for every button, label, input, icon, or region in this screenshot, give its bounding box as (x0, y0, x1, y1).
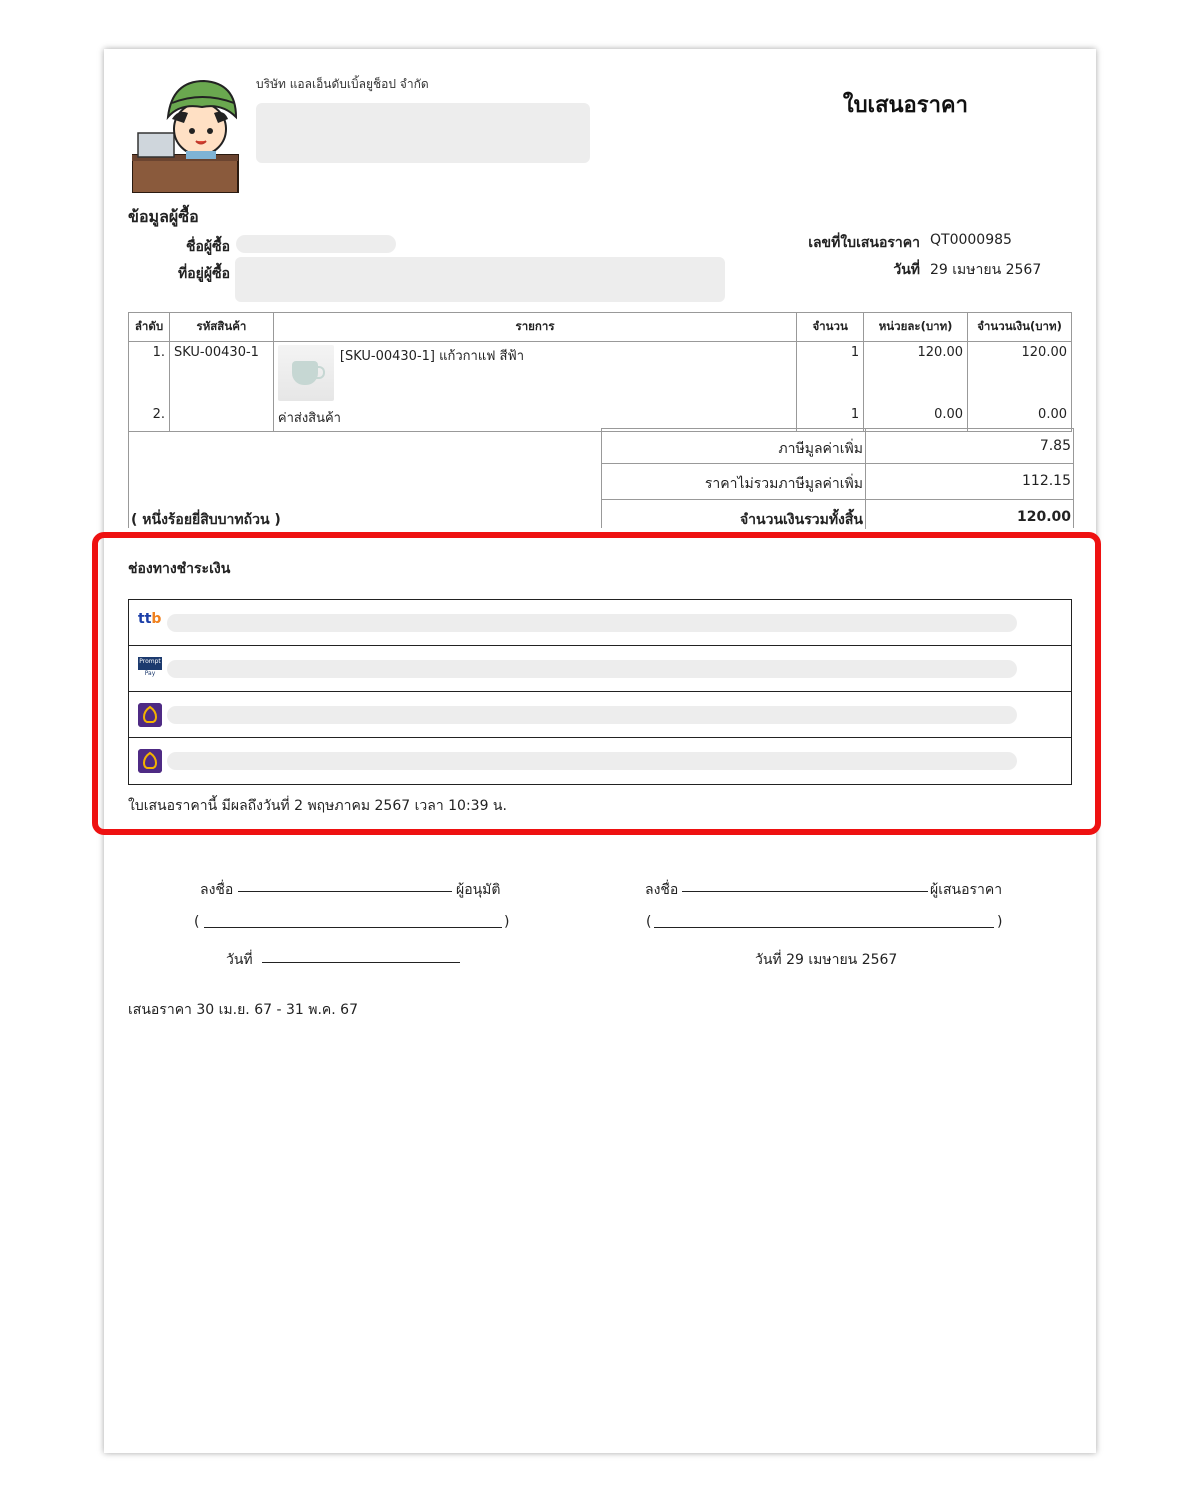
buyer-section-title: ข้อมูลผู้ซื้อ (128, 207, 199, 226)
quote-date-label: วันที่ (893, 262, 920, 278)
promptpay-icon: Prompt Pay (139, 658, 161, 677)
row-no: 2. (129, 404, 170, 432)
quoter-sign-label: ลงชื่อ (645, 882, 679, 898)
quote-date: 29 เมษายน 2567 (930, 262, 1042, 278)
row-qty: 1 (797, 404, 864, 432)
company-address-redacted (256, 103, 590, 163)
total-value: 120.00 (1016, 509, 1071, 525)
row-unit-price: 120.00 (864, 342, 968, 405)
approver-role: ผู้อนุมัติ (456, 882, 501, 898)
quoter-sign-line (682, 891, 928, 892)
col-header-sku: รหัสสินค้า (169, 313, 273, 342)
quoter-role: ผู้เสนอราคา (930, 882, 1003, 898)
vat-row (601, 428, 1073, 464)
row-no: 1. (129, 342, 170, 405)
total-row (601, 499, 1073, 529)
payment-title: ช่องทางชำระเงิน (128, 561, 231, 577)
vat-value: 7.85 (1039, 438, 1071, 454)
quote-number: QT0000985 (930, 232, 1012, 248)
approver-date-label: วันที่ (226, 952, 253, 968)
buyer-address-label: ที่อยู่ผู้ซื้อ (178, 266, 230, 282)
row-amount: 0.00 (968, 404, 1072, 432)
row-description (273, 342, 796, 405)
buyer-name-redacted (236, 235, 396, 253)
items-table (128, 312, 1072, 432)
quoter-date: วันที่ 29 เมษายน 2567 (755, 952, 898, 968)
vat-label: ภาษีมูลค่าเพิ่ม (778, 441, 863, 457)
col-header-amount: จำนวนเงิน(บาท) (968, 313, 1072, 342)
approver-open-paren: ( (194, 914, 200, 930)
col-header-qty: จำนวน (797, 313, 864, 342)
approver-sign-label: ลงชื่อ (200, 882, 234, 898)
quote-period-note: เสนอราคา 30 เม.ย. 67 - 31 พ.ค. 67 (128, 1002, 358, 1018)
col-header-description: รายการ (273, 313, 796, 342)
total-in-words: ( หนึ่งร้อยยี่สิบบาทถ้วน ) (131, 512, 281, 528)
approver-date-line (262, 962, 460, 963)
document-title: ใบเสนอราคา (842, 93, 968, 118)
pre-vat-label: ราคาไม่รวมภาษีมูลค่าเพิ่ม (704, 476, 863, 492)
summary-section (128, 428, 1074, 528)
row-qty: 1 (797, 342, 864, 405)
approver-name-line (204, 927, 502, 928)
col-header-no: ลำดับ (129, 313, 170, 342)
row-sku: SKU-00430-1 (169, 342, 273, 405)
buyer-address-redacted (235, 257, 725, 302)
quoter-close-paren: ) (997, 914, 1003, 930)
product-thumbnail (278, 345, 334, 401)
approver-sign-line (238, 891, 452, 892)
col-header-unit-price: หน่วยละ(บาท) (864, 313, 968, 342)
quote-validity-note: ใบเสนอราคานี้ มีผลถึงวันที่ 2 พฤษภาคม 2567 เวลา 10:39 น. (128, 798, 507, 814)
buyer-name-label: ชื่อผู้ซื้อ (185, 239, 230, 255)
quote-number-label: เลขที่ใบเสนอราคา (808, 235, 920, 251)
row-description: ค่าส่งสินค้า (273, 404, 796, 432)
table-row (129, 342, 1072, 405)
quoter-name-line (654, 927, 994, 928)
company-logo (132, 73, 240, 193)
row-unit-price: 0.00 (864, 404, 968, 432)
table-header-row (129, 313, 1072, 342)
company-name: บริษัท แอลเอ็นดับเบิ้ลยูช็อป จำกัด (256, 77, 429, 91)
pre-vat-value: 112.15 (1022, 473, 1071, 489)
quoter-open-paren: ( (646, 914, 652, 930)
total-label: จำนวนเงินรวมทั้งสิ้น (739, 512, 863, 528)
ttb-bank-icon: ttb (138, 611, 162, 627)
pre-vat-row (601, 463, 1073, 499)
row-description-text: [SKU-00430-1] แก้วกาแฟ สีฟ้า (339, 349, 524, 364)
row-amount: 120.00 (968, 342, 1072, 405)
approver-close-paren: ) (504, 914, 510, 930)
highlight-box (92, 532, 1101, 835)
